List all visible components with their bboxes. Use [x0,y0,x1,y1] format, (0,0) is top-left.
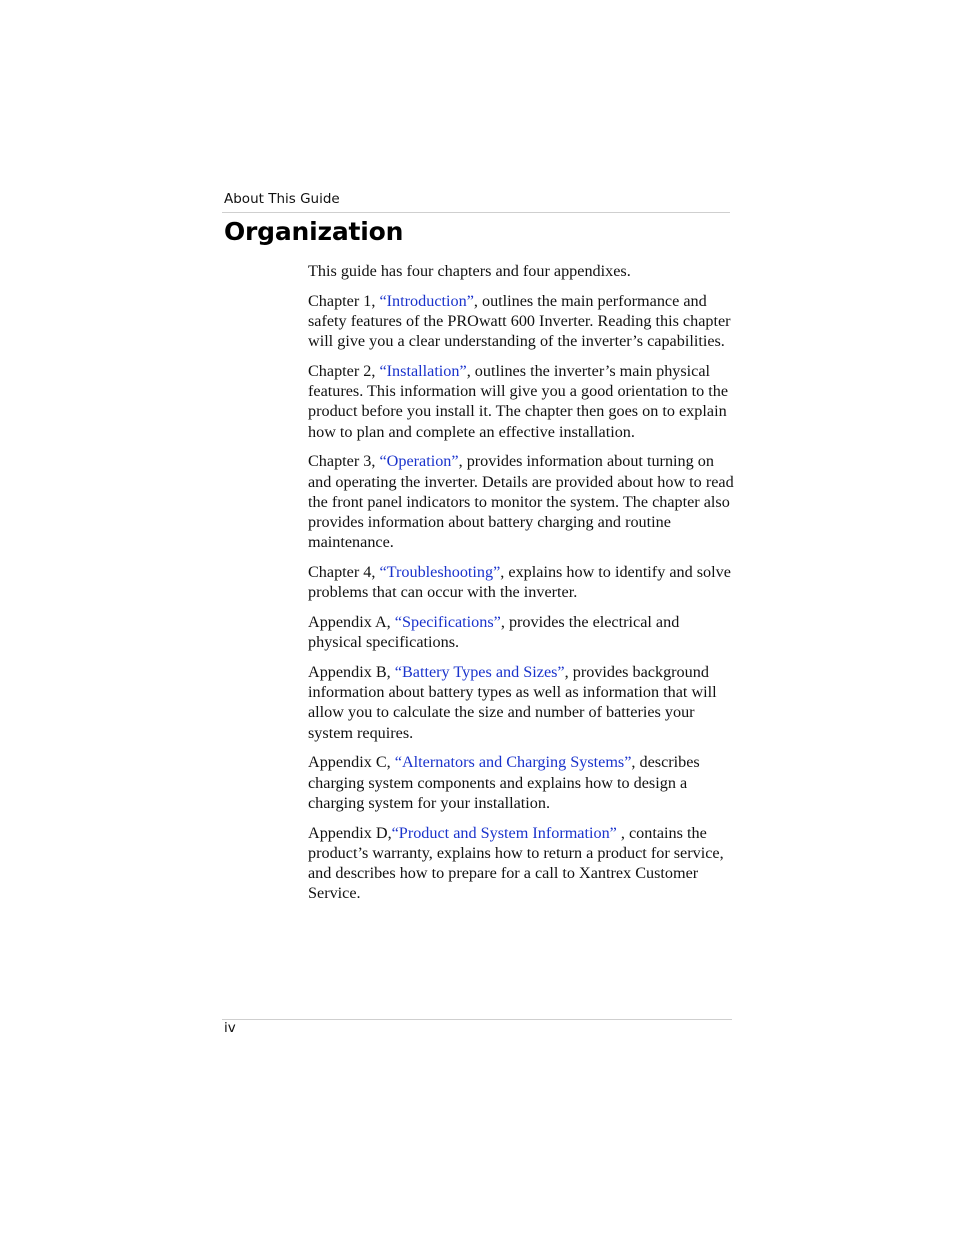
running-head: About This Guide [224,191,340,207]
troubleshooting-link[interactable]: “Troubleshooting” [379,563,501,582]
appendix-a-paragraph: Appendix A, “Specifications”, provides the electrical and physical specifications. [308,613,680,652]
installation-link[interactable]: “Installation” [379,362,467,380]
footer-rule [222,1019,732,1020]
introduction-link[interactable]: “Introduction” [379,291,474,310]
appendix-b-paragraph: Appendix B, “Battery Types and Sizes”, provides background information about battery types as well as information that will allow you to calculate the size and number of batteries your system requires. [308,663,717,742]
chapter-1-paragraph: Chapter 1, “Introduction”, outlines the main performance and safety features of the PROwatt 600 Inverter. Reading this chapter will give you a clear understanding of the inverter’s capabilities. [308,291,731,351]
chapter-4-paragraph: Chapter 4, “Troubleshooting”, explains how to identify and solve problems that can occur with the inverter. [308,563,731,602]
chapter-2-paragraph: Chapter 2, “Installation”, outlines the inverter’s main physical features. This information will give you a good orientation to the product before you install it. The chapter then goes on to explain how to plan and complete an effective installation. [308,362,729,441]
page-number: iv [224,1020,236,1036]
battery-types-link[interactable]: “Battery Types and Sizes” [394,663,565,682]
body-text [308,261,734,913]
product-info-link[interactable]: “Product and System Information” [391,823,617,842]
section-title: Organization [224,217,404,246]
operation-link[interactable]: “Operation” [379,452,459,471]
appendix-c-paragraph: Appendix C, “Alternators and Charging Systems”, describes charging system components and explains how to design a charging system for your installation. [308,753,700,812]
specifications-link[interactable]: “Specifications” [394,613,501,632]
intro-paragraph: This guide has four chapters and four appendixes. [308,262,631,280]
appendix-d-paragraph: Appendix D,“Product and System Information” , contains the product’s warranty, explains how to return a product for service, and describes how to prepare for a call to Xantrex Customer Service. [308,823,724,903]
alternators-link[interactable]: “Alternators and Charging Systems” [394,753,632,772]
chapter-3-paragraph: Chapter 3, “Operation”, provides information about turning on and operating the inverter. Details are provided about how to read the front panel indicators to monitor the system. The chapter also provides information about battery charging and routine maintenance. [308,452,734,552]
header-rule [222,212,730,213]
